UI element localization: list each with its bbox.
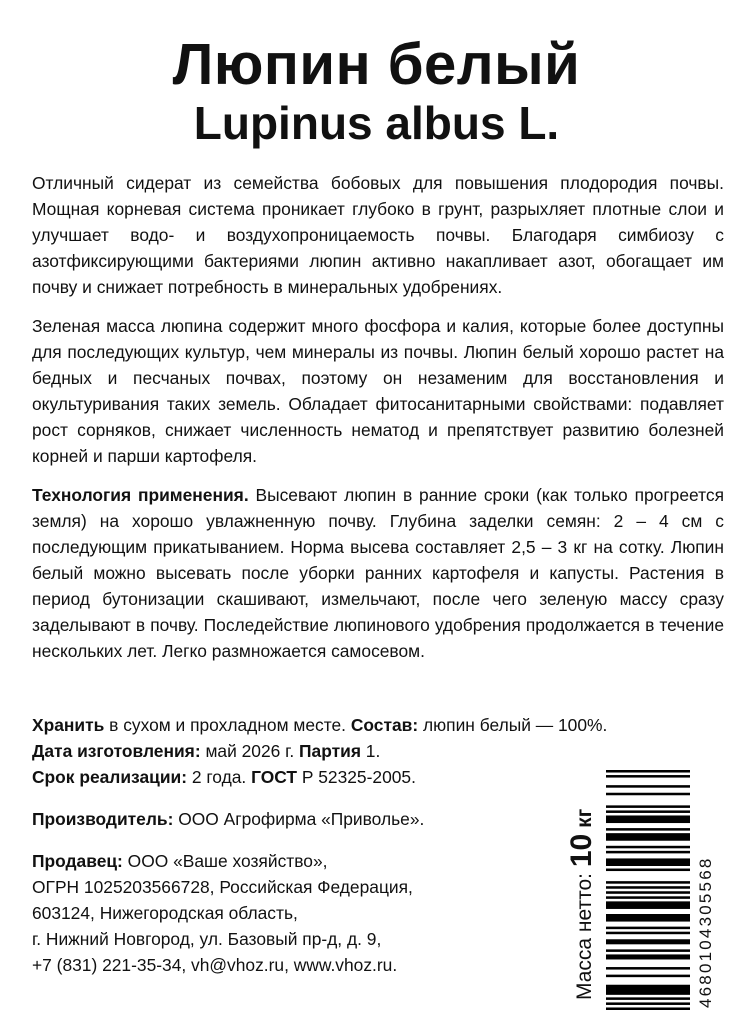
barcode-bar: [606, 1007, 690, 1010]
maker-block: [32, 806, 552, 832]
barcode-bar: [606, 975, 690, 978]
date-label: Дата изготовления:: [32, 741, 201, 761]
barcode-bar: [606, 891, 690, 894]
storage-line: [32, 712, 608, 738]
barcode-bar: [606, 846, 690, 849]
barcode-digits: 4680104305568: [696, 856, 715, 1008]
barcode-bar: [606, 967, 690, 970]
barcode-bar: [606, 985, 690, 995]
maker-line: [32, 806, 552, 832]
composition-label: Состав:: [350, 715, 419, 735]
seller-line-1: [32, 848, 552, 874]
technology-text: Высевают люпин в ранние сроки (как только прогреется земля) на хорошо увлажненную почву. Глубина заделки семян: 2 – 4 см с последующим прикатыванием. Норма высева составляет 2,5 – 3 кг на сотку. Люпин белый можно высевать после уборки ранних картофеля и капусты. Растения в период бутонизации скашивают, измельчают, после чего зеленую массу сразу заделывают в почву. Последействие люпинового удобрения продолжается в течение нескольких лет. Легко размножается самосевом.: [32, 485, 725, 661]
barcode-bar: [606, 770, 690, 773]
date-text: май 2026 г.: [200, 741, 300, 761]
barcode: [606, 770, 690, 1010]
gost-text: Р 52325-2005.: [296, 767, 416, 787]
maker-text: ООО Агрофирма «Приволье».: [173, 809, 425, 829]
shelf-life-label: Срок реализации:: [32, 767, 187, 787]
barcode-bar: [606, 932, 690, 935]
seller-line-4: г. Нижний Новгород, ул. Базовый пр-д, д. 9,: [32, 929, 382, 949]
barcode-bar: [606, 775, 690, 778]
description-paragraph-2: Зеленая масса люпина содержит много фосфора и калия, которые более доступны для последующих культур, чем минералы из почвы. Люпин белый хорошо растет на бедных и песчаных почвах, поэтому он незаменим для восстановления и окультуривания таких земель. Обладает фитосанитарными свойствами: подавляет рост сорняков, снижает численность нематод и препятствует развитию болезней корней и парши картофеля.: [32, 316, 724, 466]
barcode-bar: [606, 805, 690, 808]
batch-text: 1.: [360, 741, 381, 761]
net-weight-and-barcode: [548, 770, 728, 1010]
composition-text: люпин белый — 100%.: [418, 715, 608, 735]
barcode-bar: [606, 914, 690, 922]
barcode-bar: [606, 939, 690, 944]
seller-name: ООО «Ваше хозяйство»,: [122, 851, 328, 871]
barcode-bar: [606, 785, 690, 788]
header: [0, 34, 753, 150]
batch-label: Партия: [299, 741, 361, 761]
product-latin-name: Lupinus albus L.: [193, 97, 560, 149]
barcode-bar: [606, 815, 690, 823]
net-weight-label: Масса нетто:: [573, 867, 596, 1000]
barcode-bar: [606, 997, 690, 1000]
gost-label: ГОСТ: [251, 767, 297, 787]
barcode-bar: [606, 896, 690, 899]
maker-label: Производитель:: [32, 809, 174, 829]
storage-text: в сухом и прохладном месте.: [104, 715, 351, 735]
net-weight-unit: кг: [573, 808, 596, 834]
barcode-bar: [606, 810, 690, 813]
technology-paragraph: [32, 482, 724, 664]
barcode-bar: [606, 793, 690, 796]
date-line: [32, 738, 552, 764]
description-paragraph-1: Отличный сидерат из семейства бобовых для повышения плодородия почвы. Мощная корневая система проникает глубоко в грунт, разрыхляет плотные слои и улучшает водо- и воздухопроницаемость почвы. Благодаря симбиозу с азотфиксирующими бактериями люпин активно накапливает азот, обогащает им почву и снижает потребность в минеральных удобрениях.: [32, 173, 724, 297]
seller-line-3: 603124, Нижегородская область,: [32, 903, 298, 923]
net-weight-value: 10: [565, 833, 598, 868]
seller-line-2: ОГРН 1025203566728, Российская Федерация,: [32, 877, 413, 897]
net-weight: [565, 808, 599, 1000]
storage-label: Хранить: [32, 715, 105, 735]
technology-label: Технология применения.: [32, 485, 249, 505]
barcode-bar: [606, 927, 690, 930]
shelf-life-line: [32, 764, 552, 790]
barcode-bar: [606, 869, 690, 872]
seller-contacts: +7 (831) 221-35-34, vh@vhoz.ru, www.vhoz.ru.: [32, 955, 398, 975]
shelf-life-text: 2 года.: [187, 767, 252, 787]
barcode-bar: [606, 949, 690, 952]
seller-block: [32, 848, 552, 978]
description: [32, 170, 724, 677]
seller-label: Продавец:: [32, 851, 123, 871]
barcode-bar: [606, 1002, 690, 1005]
barcode-bar: [606, 881, 690, 884]
barcode-bar: [606, 886, 690, 889]
barcode-bar: [606, 828, 690, 831]
barcode-bar: [606, 954, 690, 959]
product-title: Люпин белый: [172, 32, 581, 97]
barcode-bar: [606, 833, 690, 841]
barcode-bar: [606, 901, 690, 909]
barcode-bar: [606, 851, 690, 854]
info-block: [32, 712, 608, 790]
barcode-bar: [606, 858, 690, 866]
